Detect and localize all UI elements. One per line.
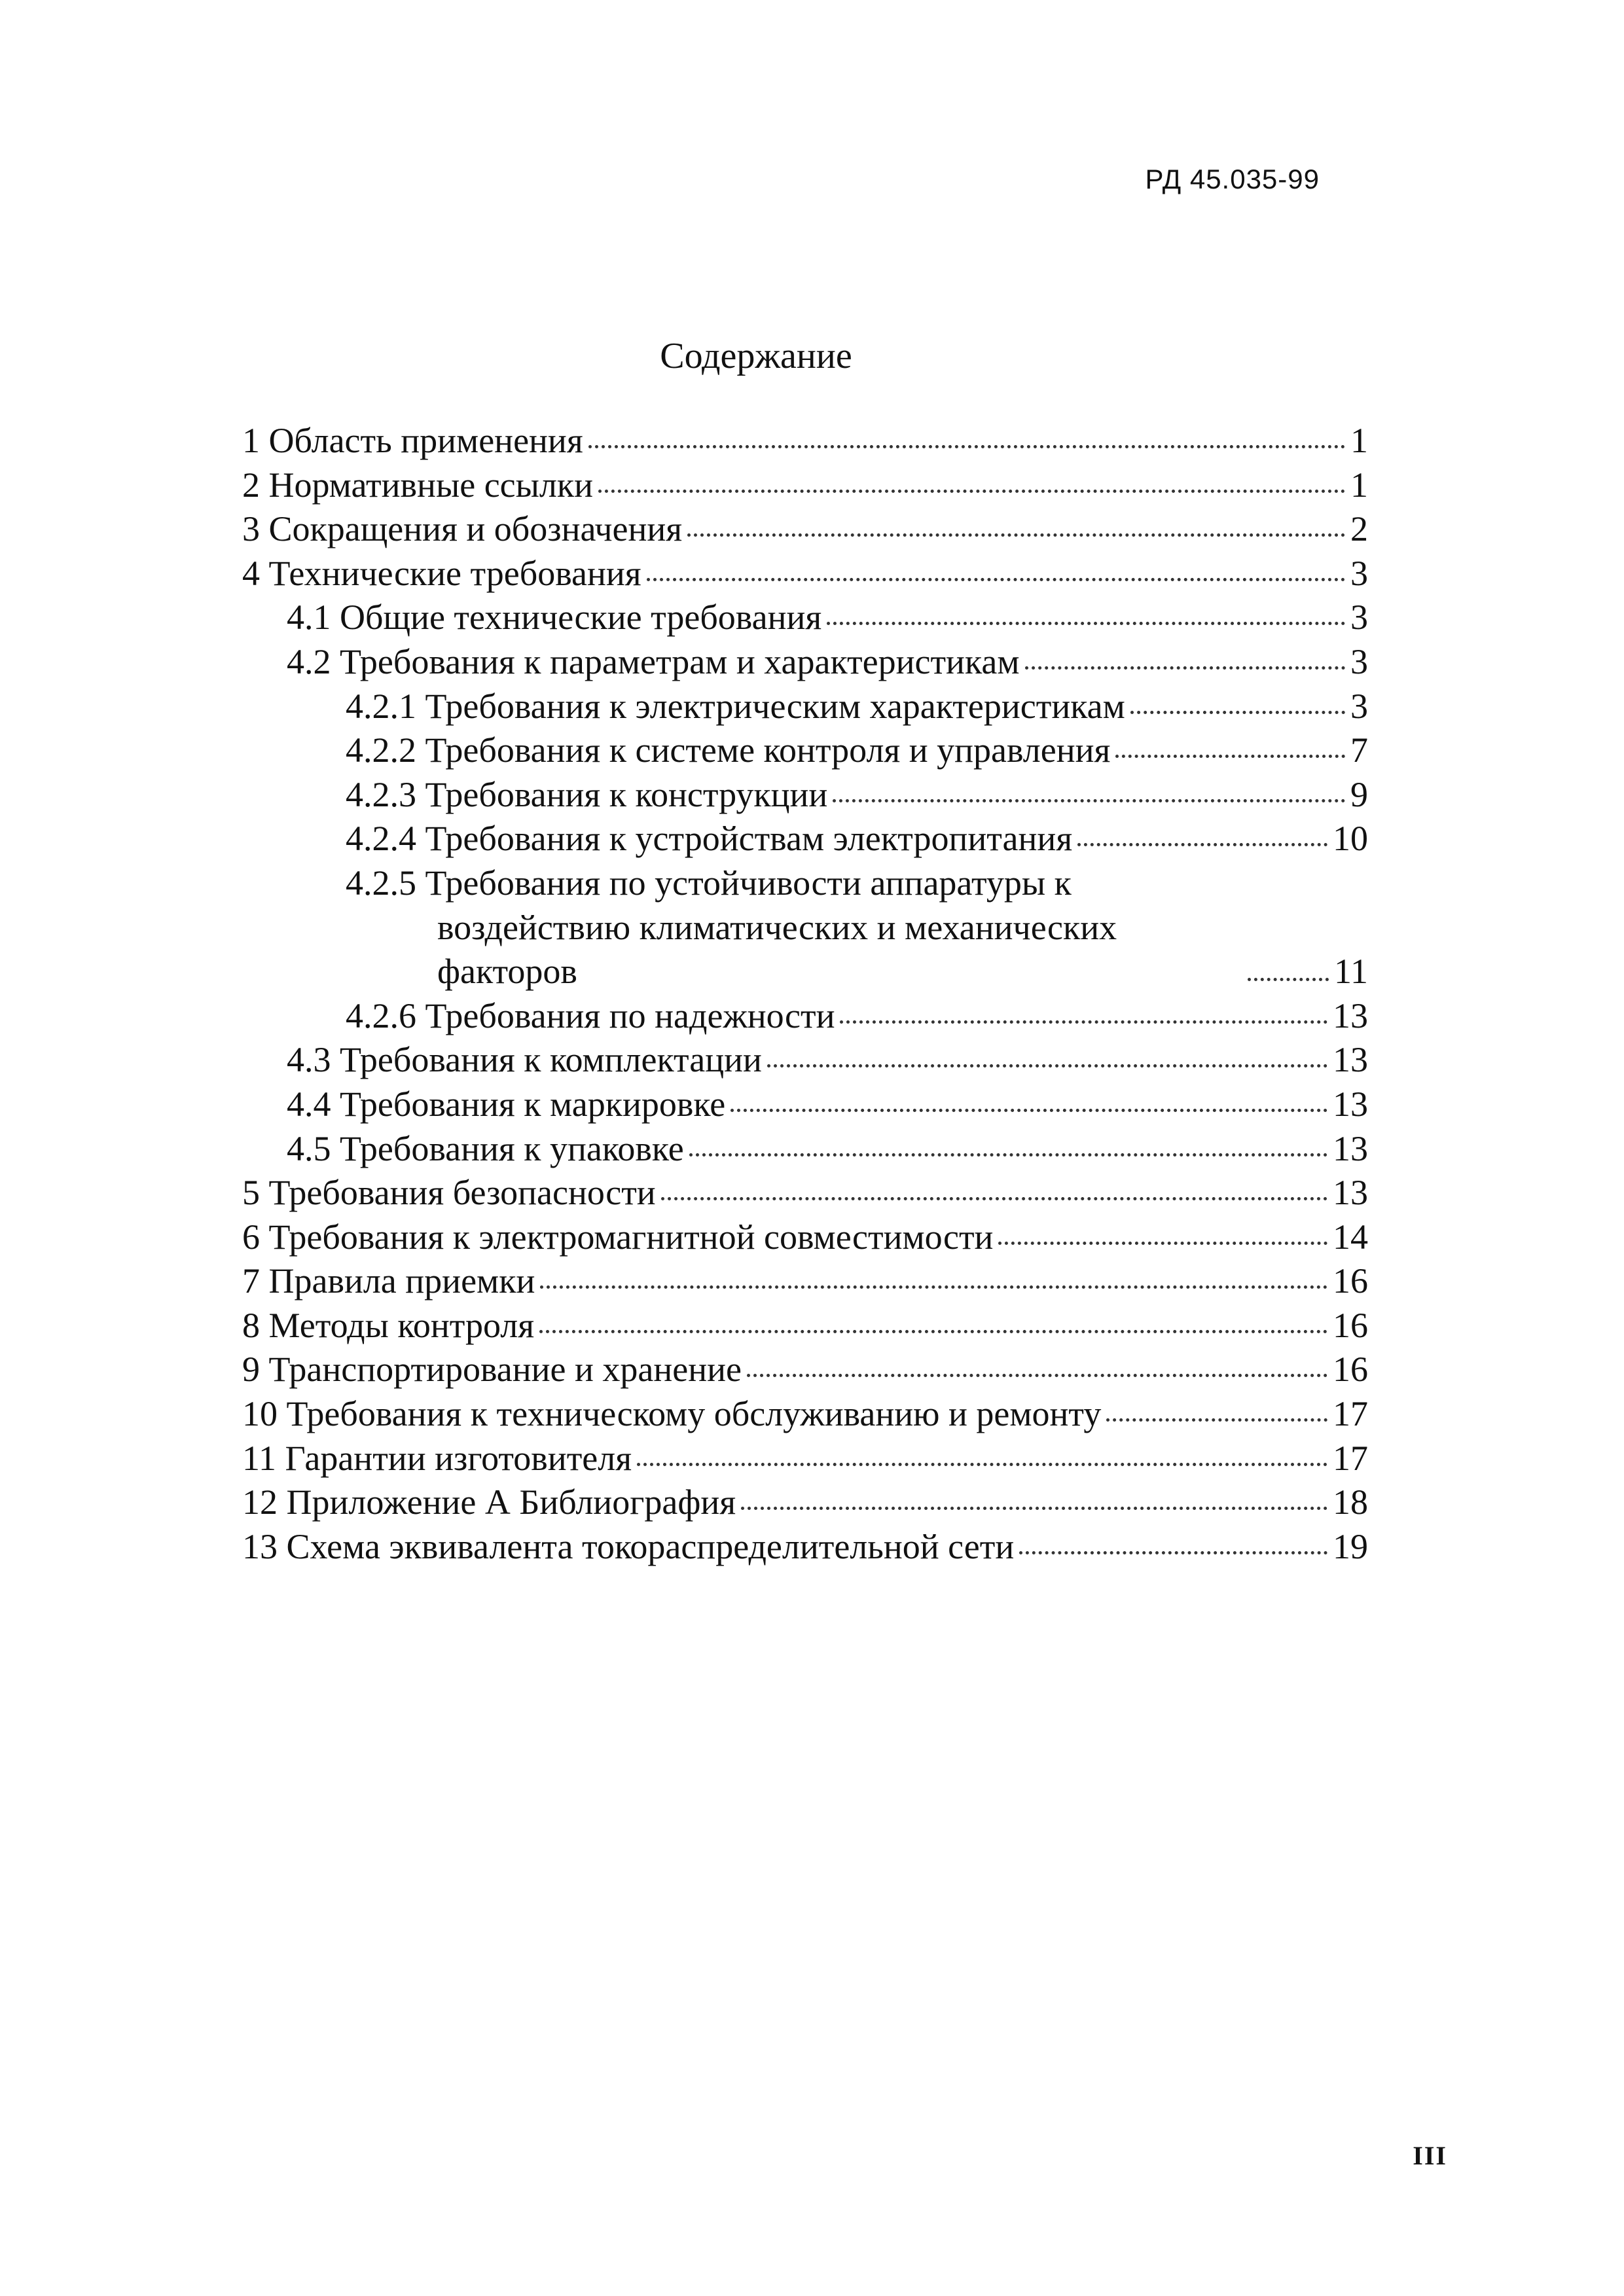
toc-entry-label: 8 Методы контроля	[242, 1305, 535, 1345]
toc-entry	[242, 1348, 1368, 1392]
toc-entry	[242, 1525, 1368, 1570]
toc-entry-page: 13	[1333, 1084, 1368, 1124]
toc-entry-label: 2 Нормативные ссылки	[242, 465, 593, 505]
dot-leader	[687, 533, 1345, 537]
toc-entry-page: 1	[1350, 465, 1368, 505]
toc-entry	[242, 552, 1368, 596]
dot-leader	[1248, 978, 1329, 981]
toc-entry	[242, 507, 1368, 552]
toc-entry	[242, 1304, 1368, 1348]
dot-leader	[588, 445, 1345, 448]
toc-entry	[242, 1038, 1368, 1083]
toc-entry-page: 2	[1350, 509, 1368, 549]
toc-entry-label: 7 Правила приемки	[242, 1261, 535, 1301]
toc-entry-page: 17	[1333, 1394, 1368, 1434]
toc-entry	[242, 773, 1368, 817]
toc-entry	[242, 1127, 1368, 1172]
toc-entry-page: 19	[1333, 1526, 1368, 1566]
toc-entry-label: 1 Область применения	[242, 421, 583, 460]
toc-entry-label: 4.3 Требования к комплектации	[287, 1040, 762, 1080]
toc-entry-label: 3 Сокращения и обозначения	[242, 509, 683, 549]
dot-leader	[840, 1020, 1327, 1024]
toc-entry-label: 4.2.1 Требования к электрическим характеристикам	[346, 686, 1125, 726]
dot-leader	[741, 1507, 1327, 1510]
toc-entry	[242, 1083, 1368, 1127]
toc-entry-page: 13	[1333, 1173, 1368, 1213]
toc-entry-page: 16	[1333, 1305, 1368, 1345]
toc-entry-page: 17	[1333, 1438, 1368, 1478]
dot-leader	[598, 490, 1345, 493]
dot-leader	[1115, 755, 1345, 758]
toc-entry-page: 13	[1333, 1040, 1368, 1080]
document-code: РД 45.035-99	[1145, 164, 1320, 194]
dot-leader	[540, 1285, 1327, 1289]
toc-entry	[242, 1480, 1368, 1525]
toc-entry-label: 4.2.4 Требования к устройствам электропитания	[346, 819, 1073, 859]
dot-leader	[1106, 1418, 1327, 1422]
toc-entry-label: 4.2.5 Требования по устойчивости аппаратуры к воздействию климатических и механических факторов	[346, 863, 1117, 992]
toc-entry-page: 3	[1350, 598, 1368, 637]
dot-leader	[637, 1463, 1327, 1466]
toc-entry-label: 6 Требования к электромагнитной совместимости	[242, 1217, 994, 1257]
toc-entry	[242, 1259, 1368, 1304]
dot-leader	[731, 1109, 1327, 1112]
toc-entry	[242, 1437, 1368, 1481]
dot-leader	[767, 1064, 1327, 1067]
toc-entry-page: 3	[1350, 686, 1368, 726]
toc-entry	[242, 1171, 1368, 1215]
toc-entry-label: 4.2.2 Требования к системе контроля и управления	[346, 730, 1111, 770]
toc-entry-label: 4.5 Требования к упаковке	[287, 1128, 684, 1168]
dot-leader	[833, 799, 1345, 802]
toc-entry	[242, 640, 1368, 685]
toc-entry-label: 11 Гарантии изготовителя	[242, 1438, 632, 1478]
toc-entry	[242, 1392, 1368, 1437]
dot-leader	[998, 1242, 1327, 1245]
toc-entry	[242, 994, 1368, 1039]
table-of-contents	[242, 419, 1368, 1569]
toc-entry-page: 9	[1350, 774, 1368, 814]
toc-entry	[242, 728, 1368, 773]
dot-leader	[647, 578, 1345, 581]
toc-entry-page: 7	[1350, 730, 1368, 770]
toc-entry-page: 18	[1333, 1482, 1368, 1522]
toc-entry-page: 11	[1334, 952, 1368, 992]
toc-entry-page: 16	[1333, 1350, 1368, 1390]
dot-leader	[661, 1197, 1327, 1200]
toc-entry	[242, 685, 1368, 729]
toc-entry-page: 3	[1350, 641, 1368, 681]
dot-leader	[1077, 843, 1327, 846]
toc-entry	[242, 817, 1368, 861]
toc-entry-label: 9 Транспортирование и хранение	[242, 1350, 742, 1390]
dot-leader	[1019, 1551, 1327, 1554]
toc-entry-label: 4.1 Общие технические требования	[287, 598, 822, 637]
toc-title: Содержание	[660, 336, 852, 376]
toc-entry	[242, 1215, 1368, 1260]
toc-entry-label: 12 Приложение А Библиография	[242, 1482, 736, 1522]
toc-entry-label: 13 Схема эквивалента токораспределительной сети	[242, 1526, 1015, 1566]
toc-entry-page: 13	[1333, 1128, 1368, 1168]
toc-entry	[242, 861, 1368, 994]
toc-entry-page: 14	[1333, 1217, 1368, 1257]
toc-entry-page: 1	[1350, 421, 1368, 460]
toc-entry-page: 3	[1350, 553, 1368, 593]
toc-entry-label: 4.2 Требования к параметрам и характеристикам	[287, 641, 1020, 681]
toc-entry-page: 13	[1333, 996, 1368, 1035]
toc-entry-label: 4 Технические требования	[242, 553, 641, 593]
dot-leader	[827, 622, 1345, 625]
toc-entry-label: 4.2.6 Требования по надежности	[346, 996, 835, 1035]
dot-leader	[539, 1330, 1327, 1333]
dot-leader	[1025, 666, 1346, 670]
toc-entry-label: 4.2.3 Требования к конструкции	[346, 774, 828, 814]
page-number: III	[1413, 2141, 1447, 2170]
toc-entry	[242, 463, 1368, 508]
dot-leader	[1130, 711, 1345, 714]
dot-leader	[689, 1153, 1327, 1157]
dot-leader	[747, 1374, 1327, 1377]
toc-entry-page: 16	[1333, 1261, 1368, 1301]
toc-entry-label: 5 Требования безопасности	[242, 1173, 656, 1213]
toc-entry-label: 4.4 Требования к маркировке	[287, 1084, 726, 1124]
toc-entry	[242, 419, 1368, 463]
toc-entry-page: 10	[1333, 819, 1368, 859]
toc-entry	[242, 596, 1368, 640]
toc-entry-label: 10 Требования к техническому обслуживанию и ремонту	[242, 1394, 1102, 1434]
